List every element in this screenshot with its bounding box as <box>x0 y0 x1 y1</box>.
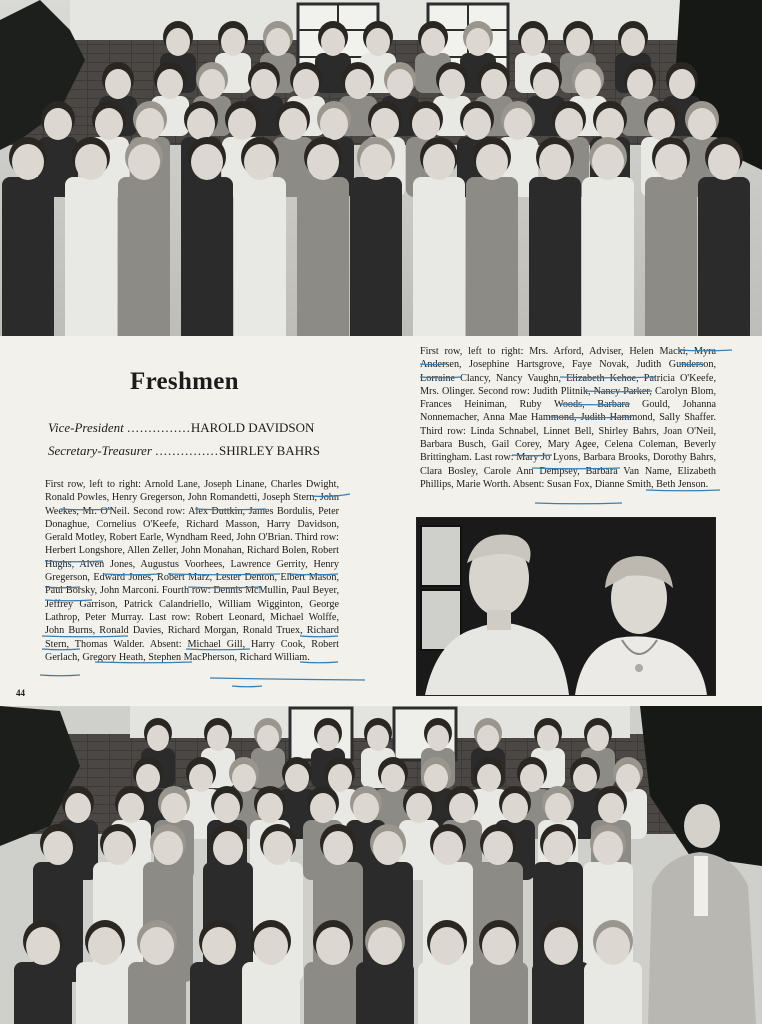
person-figure <box>582 177 634 336</box>
person-face <box>307 144 339 180</box>
pen-underline <box>40 675 80 676</box>
person-figure <box>234 177 286 336</box>
person-face <box>345 69 371 99</box>
person-face <box>207 725 229 751</box>
person-face <box>430 927 464 965</box>
person-face <box>555 108 583 140</box>
person-face <box>575 69 601 99</box>
person-face <box>202 927 236 965</box>
person-face <box>598 793 624 823</box>
person-figure <box>645 177 697 336</box>
person-figure <box>698 177 750 336</box>
person-face <box>466 28 490 56</box>
person-face <box>266 28 290 56</box>
person-figure <box>14 962 72 1024</box>
person-face <box>128 144 160 180</box>
person-face <box>279 108 307 140</box>
pen-underline <box>232 686 262 687</box>
secretary-treasurer-line <box>48 443 348 459</box>
person-face <box>669 69 695 99</box>
person-face <box>482 927 516 965</box>
person-face <box>199 69 225 99</box>
person-face <box>328 764 352 792</box>
person-face <box>371 108 399 140</box>
person-figure <box>466 177 518 336</box>
person-face <box>520 764 544 792</box>
person-face <box>118 793 144 823</box>
person-face <box>189 764 213 792</box>
person-face <box>593 831 623 865</box>
person-face <box>88 927 122 965</box>
person-face <box>368 927 402 965</box>
person-figure <box>190 962 248 1024</box>
person-figure <box>532 962 590 1024</box>
person-face <box>463 108 491 140</box>
person-face <box>596 927 630 965</box>
girls-group-photo <box>0 0 762 336</box>
person-face <box>412 108 440 140</box>
person-face <box>157 69 183 99</box>
person-face <box>476 144 508 180</box>
person-figure <box>2 177 54 336</box>
person-face <box>105 69 131 99</box>
person-face <box>323 831 353 865</box>
person-face <box>621 28 645 56</box>
person-face <box>136 764 160 792</box>
person-face <box>708 144 740 180</box>
person-face <box>263 831 293 865</box>
person-face <box>214 793 240 823</box>
person-face <box>481 69 507 99</box>
person-figure <box>350 177 402 336</box>
person-figure <box>418 962 476 1024</box>
boys-caption: First row, left to right: Arnold Lane, Joseph Linane, Charles Dwight, Ronald Powles, Henry Gregerson, John Romandetti, Joseph Stern, John Weekes, Mr. O'Neil. Second row: Alex Duttkin, James Bordulis, Peter Donaghue, Cornelius O'Keefe, Richard Masson, Harry Davidson, Gerald Motley, Robert Earle, Wyndham Reed, John O'Brian. Third row: Herbert Longshore, Allen Zeller, John Monahan, Richard Bolen, Robert Hughs, Alven Jones, Augustus Voorhees, Lawrence Gerrity, Henry Gregerson, Edward Jones, Robert Marz, Lester Denton, Elbert Mason, Paul Borsky, John Marconi. Fourth row: Dennis McMullin, Paul Beyer, Jeffrey Garrison, Patrick Calandriello, William Wigginton, George Lathrop, Peter Murray. Last row: Robert Leonard, Michael Wolffe, John Burns, Ronald Davies, Richard Morgan, Ronald Truex, Richard Stern, Thomas Walder. Absent: Michael Gill, Harry Cook, Robert Gerlach, Gregory Heath, Stephen MacPherson, Richard William. <box>45 479 339 663</box>
person-face <box>616 764 640 792</box>
vice-president-name: HAROLD DAVIDSON <box>190 420 315 435</box>
person-face <box>187 108 215 140</box>
person-face <box>257 793 283 823</box>
person-face <box>545 793 571 823</box>
person-face <box>254 927 288 965</box>
person-face <box>421 28 445 56</box>
person-face <box>353 793 379 823</box>
person-face <box>221 28 245 56</box>
boys-group-photo-image <box>0 706 762 1024</box>
person-face <box>483 831 513 865</box>
person-figure <box>65 177 117 336</box>
person-face <box>316 927 350 965</box>
person-face <box>592 144 624 180</box>
person-face <box>647 108 675 140</box>
person-face <box>12 144 44 180</box>
person-face <box>373 831 403 865</box>
person-face <box>251 69 277 99</box>
person-face <box>539 144 571 180</box>
person-face <box>320 108 348 140</box>
vice-president-dots: ............... <box>127 420 191 435</box>
person-face <box>477 725 499 751</box>
person-face <box>502 793 528 823</box>
person-face <box>44 108 72 140</box>
person-face <box>285 764 309 792</box>
person-face <box>424 764 448 792</box>
secretary-treasurer-role: Secretary-Treasurer <box>48 443 152 458</box>
officers-portrait-photo <box>416 517 716 696</box>
person-face <box>75 144 107 180</box>
person-face <box>381 764 405 792</box>
person-face <box>232 764 256 792</box>
person-face <box>213 831 243 865</box>
person-face <box>293 69 319 99</box>
person-face <box>566 28 590 56</box>
person-face <box>147 725 169 751</box>
vice-president-role: Vice-President <box>48 420 124 435</box>
person-face <box>321 28 345 56</box>
person-face <box>504 108 532 140</box>
vice-president-line <box>48 420 348 436</box>
secretary-treasurer-name: SHIRLEY BAHRS <box>218 443 320 458</box>
page-number: 44 <box>16 688 25 698</box>
person-face <box>244 144 276 180</box>
person-face <box>387 69 413 99</box>
person-face <box>43 831 73 865</box>
person-figure <box>470 962 528 1024</box>
person-face <box>427 725 449 751</box>
person-face <box>573 764 597 792</box>
person-face <box>544 927 578 965</box>
person-face <box>95 108 123 140</box>
pen-underline <box>535 503 622 504</box>
secretary-treasurer-dots: ............... <box>155 443 219 458</box>
person-face <box>655 144 687 180</box>
officers-portrait-image <box>417 518 715 695</box>
person-face <box>310 793 336 823</box>
person-figure <box>76 962 134 1024</box>
person-face <box>596 108 624 140</box>
person-figure <box>128 962 186 1024</box>
person-face <box>439 69 465 99</box>
person-face <box>688 108 716 140</box>
person-face <box>533 69 559 99</box>
person-figure <box>413 177 465 336</box>
person-face <box>543 831 573 865</box>
person-figure <box>118 177 170 336</box>
person-face <box>587 725 609 751</box>
person-figure <box>356 962 414 1024</box>
boys-group-photo <box>0 706 762 1024</box>
person-face <box>477 764 501 792</box>
person-face <box>537 725 559 751</box>
person-face <box>26 927 60 965</box>
girls-caption: First row, left to right: Mrs. Arford, Adviser, Helen Macki, Myra Andersen, Josephine Hartsgrove, Faye Novak, Judith Gunderson, Lorraine Clancy, Nancy Vaughn, Elizabeth Kehoe, Patricia O'Keefe, Mrs. Olinger. Second row: Judith Plitnik, Nancy Parker, Carolyn Blom, Frances Heiniman, Ruby Woods, Barbara Gould, Johanna Nonnemacher, Anna Mae Hammond, Judith Hammond, Sally Shaffer. Third row: Linda Schnabel, Linnet Bell, Shirley Bahrs, Joan O'Neil, Barbara Busch, Gail Corey, Mary Agee, Celena Coleman, Beverly Brittingham. Last row: Mary Jo Lyons, Barbara Brooks, Dorothy Bahrs, Clara Bosley, Carole Ann Dempsey, Barbara Van Name, Elizabeth Phillips, Marie Worth. Absent: Susan Fox, Dianne Smith, Beth Jenson. <box>420 346 716 490</box>
person-figure <box>181 177 233 336</box>
person-face <box>103 831 133 865</box>
person-face <box>449 793 475 823</box>
person-face <box>191 144 223 180</box>
person-figure <box>584 962 642 1024</box>
person-face <box>433 831 463 865</box>
person-face <box>367 725 389 751</box>
person-face <box>228 108 256 140</box>
girls-group-photo-image <box>0 0 762 336</box>
person-figure <box>297 177 349 336</box>
person-face <box>366 28 390 56</box>
person-face <box>423 144 455 180</box>
person-face <box>257 725 279 751</box>
person-face <box>153 831 183 865</box>
person-face <box>166 28 190 56</box>
person-face <box>136 108 164 140</box>
person-face <box>627 69 653 99</box>
person-face <box>360 144 392 180</box>
person-figure <box>304 962 362 1024</box>
pen-underline <box>210 678 365 680</box>
person-face <box>317 725 339 751</box>
page-title: Freshmen <box>130 368 239 395</box>
person-face <box>161 793 187 823</box>
person-face <box>521 28 545 56</box>
person-figure <box>242 962 300 1024</box>
person-face <box>406 793 432 823</box>
person-figure <box>529 177 581 336</box>
person-face <box>65 793 91 823</box>
person-face <box>140 927 174 965</box>
